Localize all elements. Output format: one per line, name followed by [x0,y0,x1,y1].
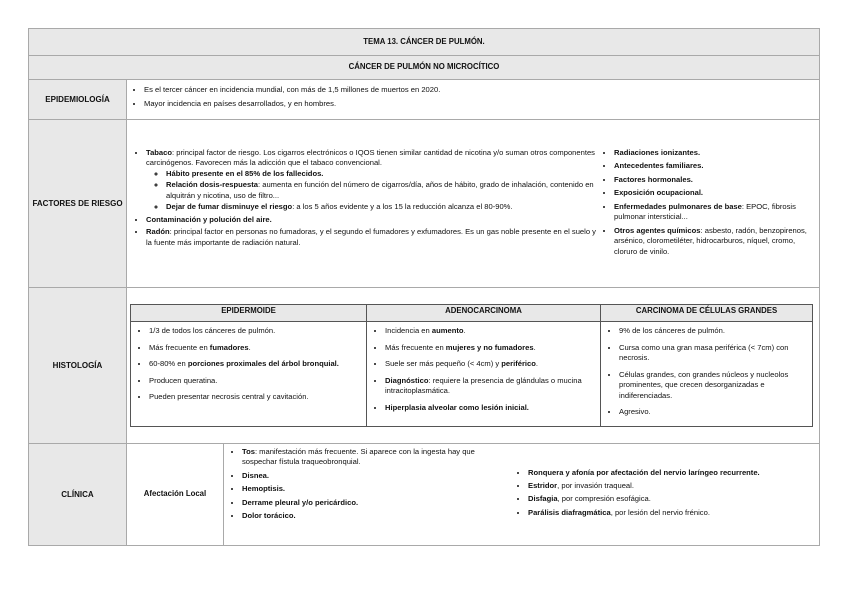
list-item: ◦ Dejar de fumar disminuye el riesgo: a los 5 años evidente y a los 15 la reducción alcanza el 80-90%. [166,202,598,212]
list-item: • Dolor torácico. [242,511,508,521]
list-item: • Otros agentes químicos: asbesto, radón, benzopirenos, arsénico, clorometiléter, hidrocarburos, níquel, cromo, cloruro de vinilo. [614,226,814,257]
factores-label: FACTORES DE RIESGO [29,119,127,287]
list-item: • Radón: principal factor en personas no fumadoras, y el segundo el fumadores y exfumadores. Es un gas noble presente en el suelo y la fuente más importante de radiación natural. [146,227,598,248]
list-item: • Incidencia en aumento. [385,326,596,336]
list-item: • Disfagia, por compresión esofágica. [528,494,760,504]
clinica-left-column [224,444,510,545]
histologia-content [127,287,820,443]
column-header-adenocarcinoma: ADENOCARCINOMA [367,305,601,322]
clinica-label: CLÍNICA [29,443,127,545]
histologia-label: HISTOLOGÍA [29,287,127,443]
list-item: • Factores hormonales. [614,175,814,185]
list-item: ◦ Hábito presente en el 85% de los fallecidos. [166,169,598,179]
clinica-content [127,443,820,545]
list-item: • Más frecuente en fumadores. [149,343,362,353]
list-item: • Tabaco: principal factor de riesgo. Los cigarros electrónicos o IQOS tienen similar cantidad de nicotina y/o suman otros componentes carcinógenos. Favorecen más la adicción que el tabaco convencional. ◦ Hábito presente en el 85% de los fallecidos. ◦ Relación dosis-respuesta: aumenta en función del número de cigarros/día, años de hábito, grado de inhalación, contenido en alquitrán y nicotina, uso de filtro... ◦ Dejar de fumar disminuye el riesgo: a los 5 años evidente y a los 15 la reducción alcanza el 80-90%. [146,148,598,213]
list-item: • Contaminación y polución del aire. [146,215,598,225]
factores-left-column [130,148,598,260]
list-item: • Derrame pleural y/o pericárdico. [242,498,508,508]
list-item: • Pueden presentar necrosis central y cavitación. [149,392,362,402]
list-item: • Células grandes, con grandes núcleos y nucleolos prominentes, que crecen desorganizadas e indiferenciadas. [619,370,808,401]
celulas-grandes-cell [601,322,813,426]
column-header-epidermoide: EPIDERMOIDE [131,305,367,322]
list-item: • Estridor, por invasión traqueal. [528,481,760,491]
list-item: ◦ Relación dosis-respuesta: aumenta en función del número de cigarros/día, años de hábito, grado de inhalación, contenido en alquitrán y nicotina, uso de filtro... [166,180,598,201]
list-item: • Diagnóstico: requiere la presencia de glándulas o mucina intracitoplasmática. [385,376,596,397]
list-item: • Antecedentes familiares. [614,161,814,171]
list-item: • Tos: manifestación más frecuente. Si aparece con la ingesta hay que sospechar fístula traqueobronquial. [242,447,508,468]
list-item: • 60-80% en porciones proximales del árbol bronquial. [149,359,362,369]
histologia-table [130,304,813,426]
list-item: • Parálisis diafragmática, por lesión del nervio frénico. [528,508,760,518]
adenocarcinoma-cell [367,322,601,426]
list-item: • Mayor incidencia en países desarrollados, y en hombres. [144,99,818,109]
list-item: • Suele ser más pequeño (< 4cm) y periférico. [385,359,596,369]
list-item: • Producen queratina. [149,376,362,386]
list-item: • Exposición ocupacional. [614,188,814,198]
list-item: • 9% de los cánceres de pulmón. [619,326,808,336]
list-item: • Más frecuente en mujeres y no fumadores. [385,343,596,353]
list-item: • Radiaciones ionizantes. [614,148,814,158]
factores-right-column [598,148,814,260]
document [28,28,820,546]
column-header-celulas-grandes: CARCINOMA DE CÉLULAS GRANDES [601,305,813,322]
page-title: TEMA 13. CÁNCER DE PULMÓN. [29,29,820,56]
clinica-sublabel: Afectación Local [127,444,224,545]
factores-content [127,119,820,287]
list-item: • Hiperplasia alveolar como lesión inicial. [385,403,596,413]
epidemiologia-content [127,80,820,120]
list-item: • Agresivo. [619,407,808,417]
list-item: • Disnea. [242,471,508,481]
clinica-right-column [510,444,819,545]
list-item: • Hemoptisis. [242,484,508,494]
section-subtitle: CÁNCER DE PULMÓN NO MICROCÍTICO [29,56,820,80]
list-item: • Enfermedades pulmonares de base: EPOC, fibrosis pulmonar intersticial... [614,202,814,223]
epidermoide-cell [131,322,367,426]
list-item: • 1/3 de todos los cánceres de pulmón. [149,326,362,336]
epidemiologia-label: EPIDEMIOLOGÍA [29,80,127,120]
list-item: • Es el tercer cáncer en incidencia mundial, con más de 1,5 millones de muertos en 2020. [144,85,818,95]
list-item: • Ronquera y afonía por afectación del nervio laríngeo recurrente. [528,468,760,478]
summary-table [28,28,820,546]
list-item: • Cursa como una gran masa periférica (< 7cm) con necrosis. [619,343,808,364]
